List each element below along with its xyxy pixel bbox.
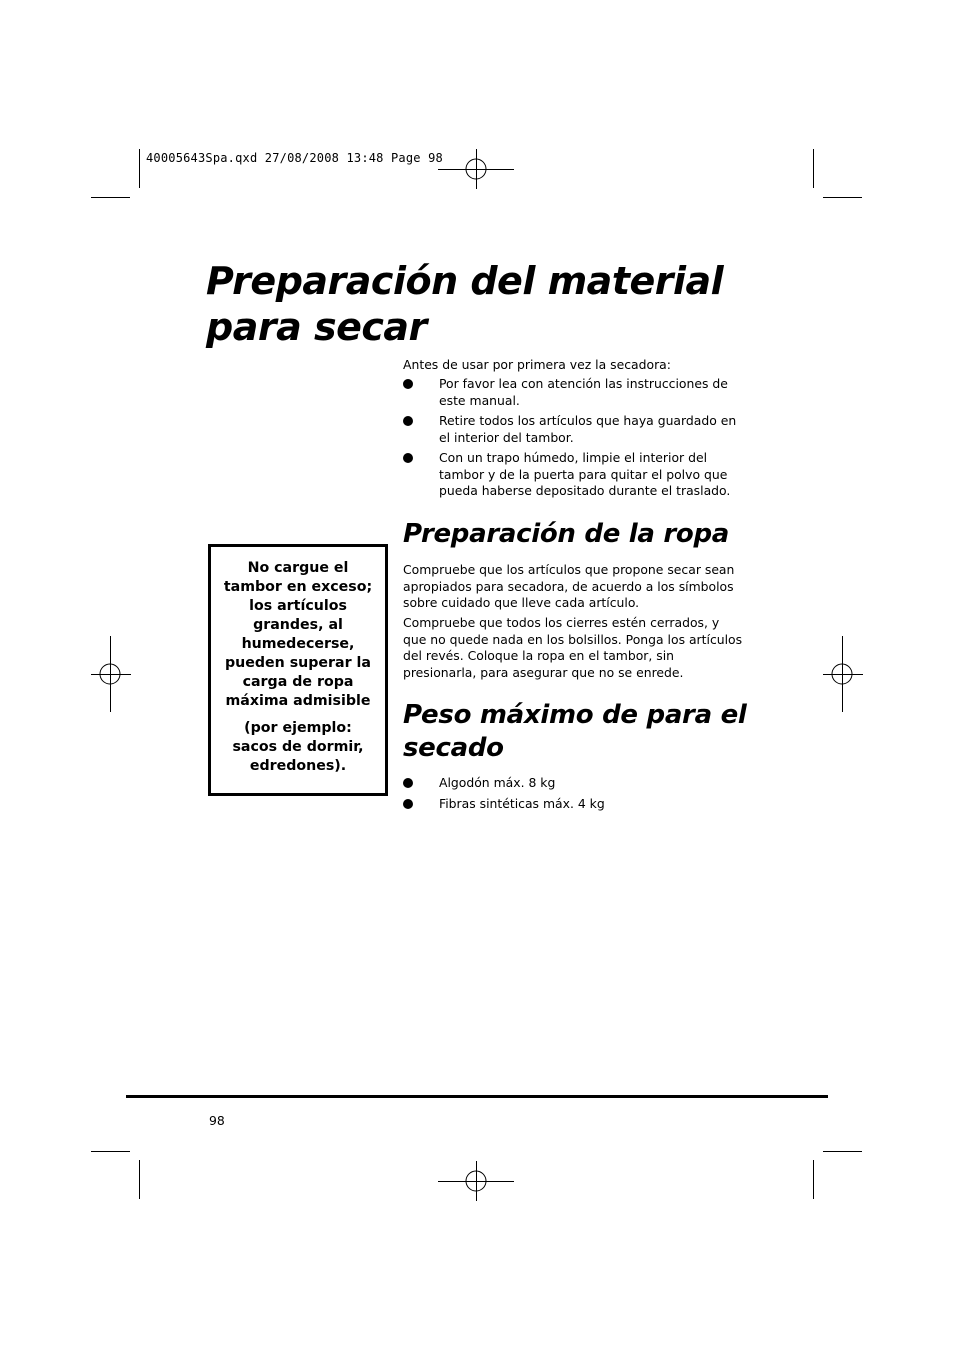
section-heading-peso-maximo: Peso máximo de para el secado	[403, 700, 747, 763]
weight-bullet-list	[403, 775, 748, 816]
warning-box	[208, 544, 388, 796]
crop-mark	[139, 1160, 140, 1199]
crop-mark	[110, 636, 111, 712]
crop-mark	[823, 197, 862, 198]
crop-mark	[842, 636, 843, 712]
warning-example: (por ejemplo: sacos de dormir, edredones).	[232, 720, 364, 774]
crop-mark	[476, 149, 477, 189]
section-paragraph: Compruebe que los artículos que propone secar sean apropiados para secadora, de acuerdo a los símbolos sobre cuidado que lleve cada artículo.	[403, 562, 735, 610]
section-heading-preparacion-ropa: Preparación de la ropa	[403, 519, 730, 549]
bullet-icon	[403, 778, 413, 788]
crop-mark	[91, 197, 130, 198]
crop-mark	[813, 1160, 814, 1199]
intro-bullet-list	[403, 376, 748, 504]
crop-mark	[823, 674, 863, 675]
list-item: Fibras sintéticas máx. 4 kg	[403, 796, 748, 813]
list-item: Con un trapo húmedo, limpie el interior del tambor y de la puerta para quitar el polvo que pueda haberse depositado durante el traslado.	[403, 450, 748, 500]
bullet-icon	[403, 379, 413, 389]
page-number: 98	[209, 1113, 225, 1128]
crop-mark	[91, 674, 131, 675]
list-item: Algodón máx. 8 kg	[403, 775, 748, 792]
intro-text: Antes de usar por primera vez la secadora:	[403, 357, 671, 372]
section-paragraph: Compruebe que todos los cierres estén cerrados, y que no quede nada en los bolsillos. Ponga los artículos del revés. Coloque la ropa en el tambor, sin presionarla, para asegurar que no se enrede.	[403, 615, 743, 680]
footer-rule	[126, 1095, 828, 1098]
crop-mark	[91, 1151, 130, 1152]
bullet-icon	[403, 416, 413, 426]
crop-mark	[139, 149, 140, 188]
printer-slug: 40005643Spa.qxd 27/08/2008 13:48 Page 98	[146, 151, 443, 165]
bullet-icon	[403, 453, 413, 463]
crop-mark	[476, 1161, 477, 1201]
list-item: Por favor lea con atención las instrucciones de este manual.	[403, 376, 748, 409]
list-item: Retire todos los artículos que haya guardado en el interior del tambor.	[403, 413, 748, 446]
bullet-icon	[403, 799, 413, 809]
page-title: Preparación del material para secar	[206, 259, 724, 349]
crop-mark	[823, 1151, 862, 1152]
warning-text: No cargue el tambor en exceso; los artículos grandes, al humedecerse, pueden superar la carga de ropa máxima admisible	[223, 560, 373, 709]
crop-mark	[813, 149, 814, 188]
